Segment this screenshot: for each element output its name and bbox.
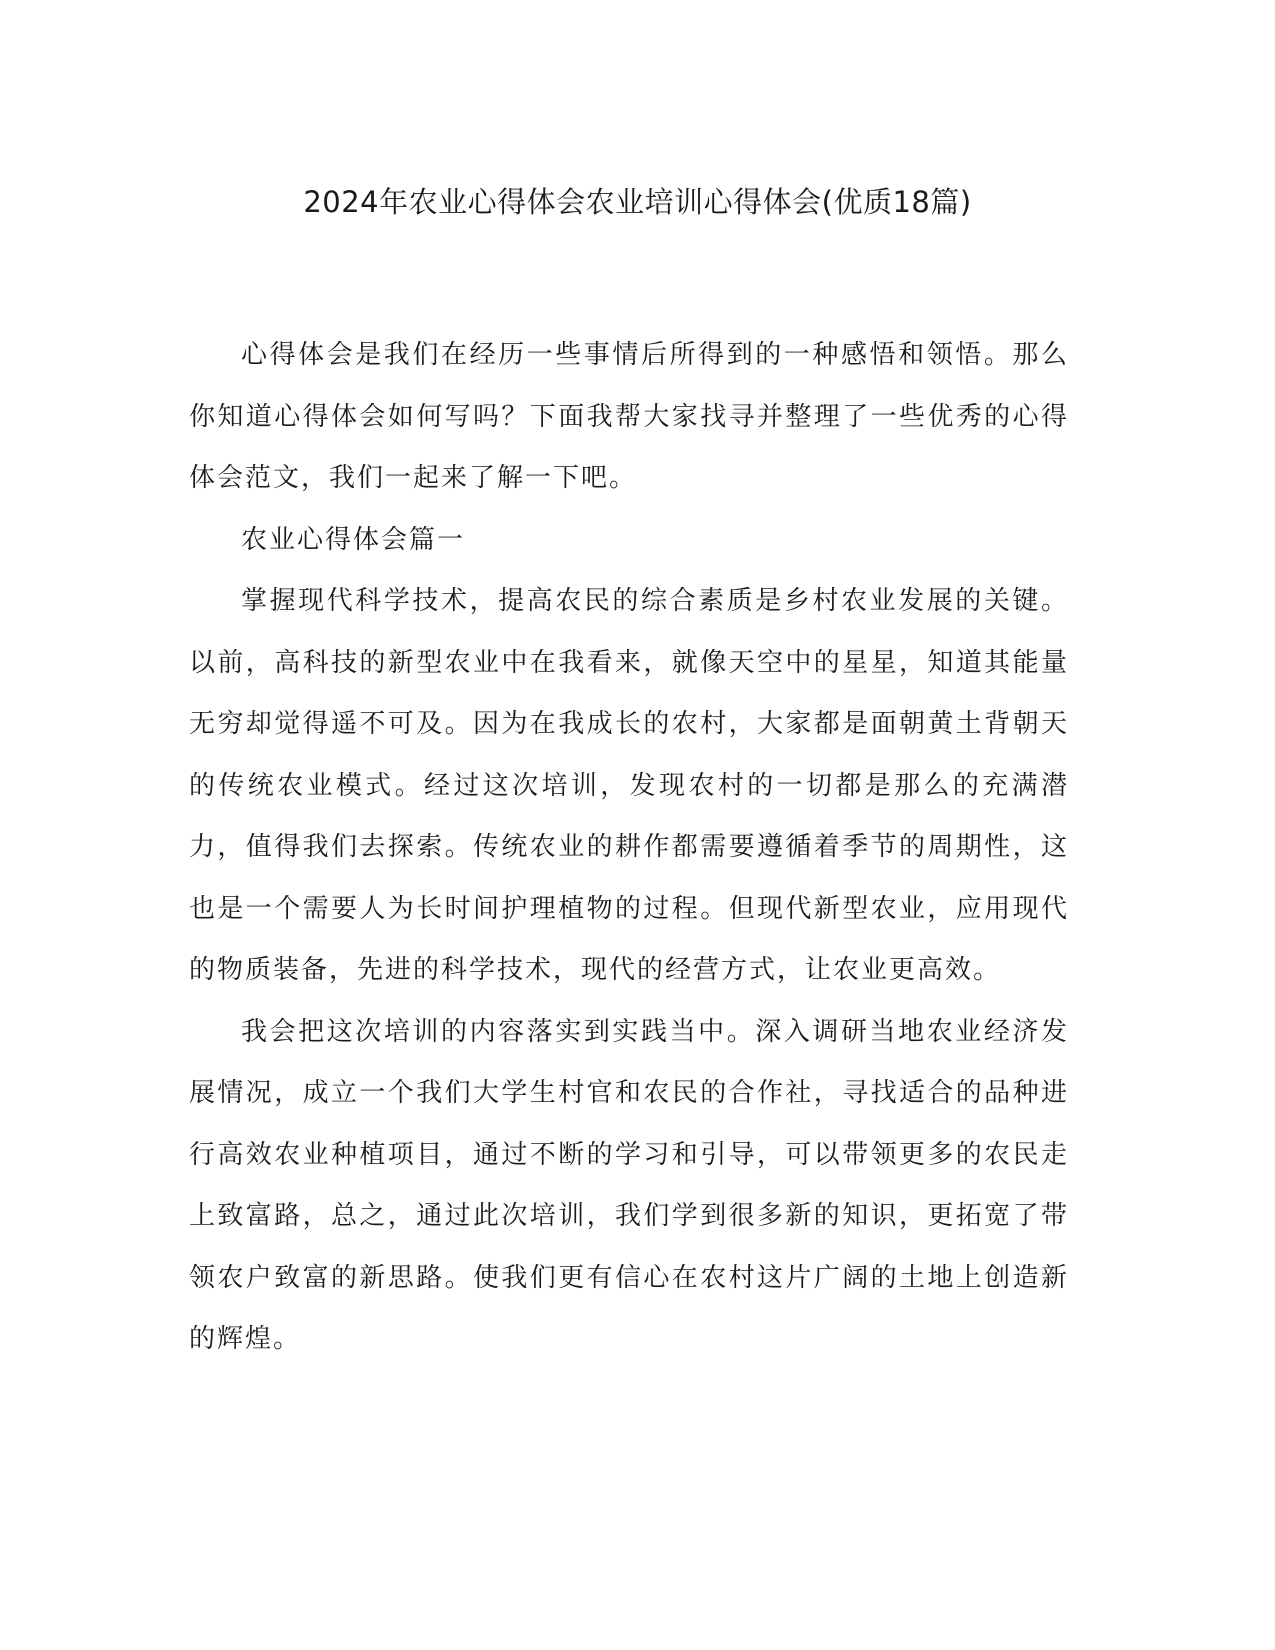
section-heading: 农业心得体会篇一 — [241, 524, 466, 555]
document-body — [189, 325, 1069, 1371]
body-paragraph: 掌握现代科学技术，提高农民的综合素质是乡村农业发展的关键。以前，高科技的新型农业中在我看来，就像天空中的星星，知道其能量无穷却觉得遥不可及。因为在我成长的农村，大家都是面朝黄土背朝天的传统农业模式。经过这次培训，发现农村的一切都是那么的充满潜力，值得我们去探索。传统农业的耕作都需要遵循着季节的周期性，这也是一个需要人为长时间护理植物的过程。但现代新型农业，应用现代的物质装备，先进的科学技术，现代的经营方式，让农业更高效。 — [189, 586, 1069, 985]
body-paragraph: 我会把这次培训的内容落实到实践当中。深入调研当地农业经济发展情况，成立一个我们大学生村官和农民的合作社，寻找适合的品种进行高效农业种植项目，通过不断的学习和引导，可以带领更多的农民走上致富路，总之，通过此次培训，我们学到很多新的知识，更拓宽了带领农户致富的新思路。使我们更有信心在农村这片广阔的土地上创造新的辉煌。 — [189, 1016, 1069, 1354]
document-title: 2024年农业心得体会农业培训心得体会(优质18篇) — [303, 185, 972, 219]
intro-paragraph: 心得体会是我们在经历一些事情后所得到的一种感悟和领悟。那么你知道心得体会如何写吗？下面我帮大家找寻并整理了一些优秀的心得体会范文，我们一起来了解一下吧。 — [189, 340, 1069, 493]
